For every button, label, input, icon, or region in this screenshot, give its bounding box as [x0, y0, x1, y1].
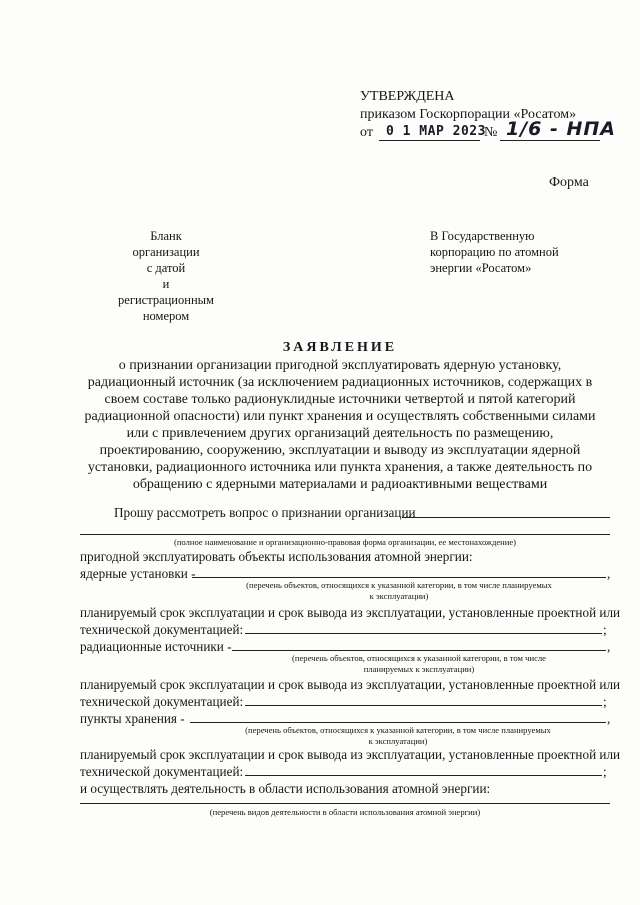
term-text-2: планируемый срок эксплуатации и срок вывода из эксплуатации, установленные проектной или: [80, 677, 621, 692]
radiation-hint-line: планируемых к эксплуатации): [363, 664, 475, 674]
subject-line: своем составе только радионуклидные источники четвертой и пятой категорий: [104, 392, 576, 407]
date-underline: [379, 140, 480, 141]
approval-title: УТВЕРЖДЕНА: [360, 89, 455, 104]
nuclear-term-field[interactable]: [245, 633, 602, 634]
storage-label: пункты хранения -: [80, 711, 185, 726]
letterhead-line: номером: [142, 309, 190, 323]
subject-line: проектированию, сооружению, эксплуатации и выводу из эксплуатации ядерной: [99, 443, 581, 458]
approval-number-sign: №: [484, 125, 498, 140]
recipient-line: корпорацию по атомной: [430, 245, 559, 259]
radiation-term-field[interactable]: [245, 705, 602, 706]
subject-line: о признании организации пригодной эксплуатировать ядерную установку,: [118, 358, 562, 373]
request-text: Прошу рассмотреть вопрос о признании организации: [114, 505, 416, 520]
org-hint: (полное наименование и организационно-правовая форма организации, ее местонахождение): [173, 537, 517, 547]
subject-line: установки, радиационного источника или пункта хранения, а также деятельность по: [87, 460, 593, 475]
nuclear-hint-line: (перечень объектов, относящихся к указанной категории, в том числе планируемых: [246, 580, 552, 590]
tech-doc-label-1: технической документацией:: [80, 622, 244, 637]
statement-subject: [40, 357, 640, 493]
nuclear-label: ядерные установки -: [80, 566, 196, 581]
recipient-line: В Государственную: [430, 229, 535, 243]
term-text-1: планируемый срок эксплуатации и срок вывода из эксплуатации, установленные проектной или: [80, 605, 621, 620]
letterhead-line: и: [162, 277, 170, 291]
letterhead-line: регистрационным: [118, 293, 214, 307]
term-text-3: планируемый срок эксплуатации и срок вывода из эксплуатации, установленные проектной или: [80, 747, 621, 762]
tech-doc-label-3: технической документацией:: [80, 764, 244, 779]
activity-list-field[interactable]: [80, 803, 610, 804]
storage-term-field[interactable]: [245, 775, 602, 776]
subject-line: радиационный источник (за исключением радиационных источников, содержащих в: [87, 375, 593, 390]
storage-hint: [190, 725, 606, 747]
approval-number-handwritten: 1/6 - НПА: [506, 118, 617, 140]
storage-points-field[interactable]: [190, 722, 606, 723]
letterhead-line: с датой: [146, 261, 186, 275]
letterhead-placeholder: [96, 228, 236, 324]
subject-line: обращению с ядерными материалами и радиоактивными веществами: [132, 477, 548, 492]
org-name-field[interactable]: [402, 517, 610, 518]
tech-doc-label-2: технической документацией:: [80, 694, 244, 709]
letterhead-line: организации: [132, 245, 200, 259]
approval-date-prefix: от: [360, 125, 373, 140]
subject-line: или с привлечением других организаций деятельность по размещению,: [126, 426, 554, 441]
radiation-label: радиационные источники -: [80, 639, 232, 654]
number-underline: [500, 140, 600, 141]
activity-text: и осуществлять деятельность в области использования атомной энергии:: [80, 781, 491, 796]
radiation-comma: ,: [607, 639, 611, 654]
radiation-hint-line: (перечень объектов, относящихся к указанной категории, в том числе: [292, 653, 546, 663]
nuclear-hint: [192, 580, 606, 602]
storage-term-semicolon: ;: [603, 764, 607, 779]
radiation-term-semicolon: ;: [603, 694, 607, 709]
suitable-text: пригодной эксплуатировать объекты использования атомной энергии:: [80, 549, 473, 564]
storage-hint-line: к эксплуатации): [368, 736, 428, 746]
activity-hint: (перечень видов деятельности в области использования атомной энергии): [209, 807, 481, 817]
approval-order: приказом Госкорпорации «Росатом»: [360, 107, 577, 122]
storage-hint-line: (перечень объектов, относящихся к указанной категории, в том числе планируемых: [245, 725, 551, 735]
recipient-line: энергии «Росатом»: [430, 261, 532, 275]
approval-date-stamp: 0 1 МАР 2023: [386, 124, 486, 139]
recipient-block: [430, 228, 610, 276]
radiation-sources-field[interactable]: [232, 650, 606, 651]
form-label: Форма: [549, 175, 589, 190]
statement-title: ЗАЯВЛЕНИЕ: [282, 340, 398, 355]
org-name-field-continued[interactable]: [80, 534, 610, 535]
subject-line: радиационной опасности) или пункт хранения и осуществлять собственными силами: [84, 409, 596, 424]
nuclear-term-semicolon: ;: [603, 622, 607, 637]
storage-comma: ,: [607, 711, 611, 726]
nuclear-installations-field[interactable]: [192, 577, 606, 578]
nuclear-comma: ,: [607, 566, 611, 581]
letterhead-line: Бланк: [150, 229, 182, 243]
radiation-hint: [232, 653, 606, 675]
nuclear-hint-line: к эксплуатации): [369, 591, 429, 601]
